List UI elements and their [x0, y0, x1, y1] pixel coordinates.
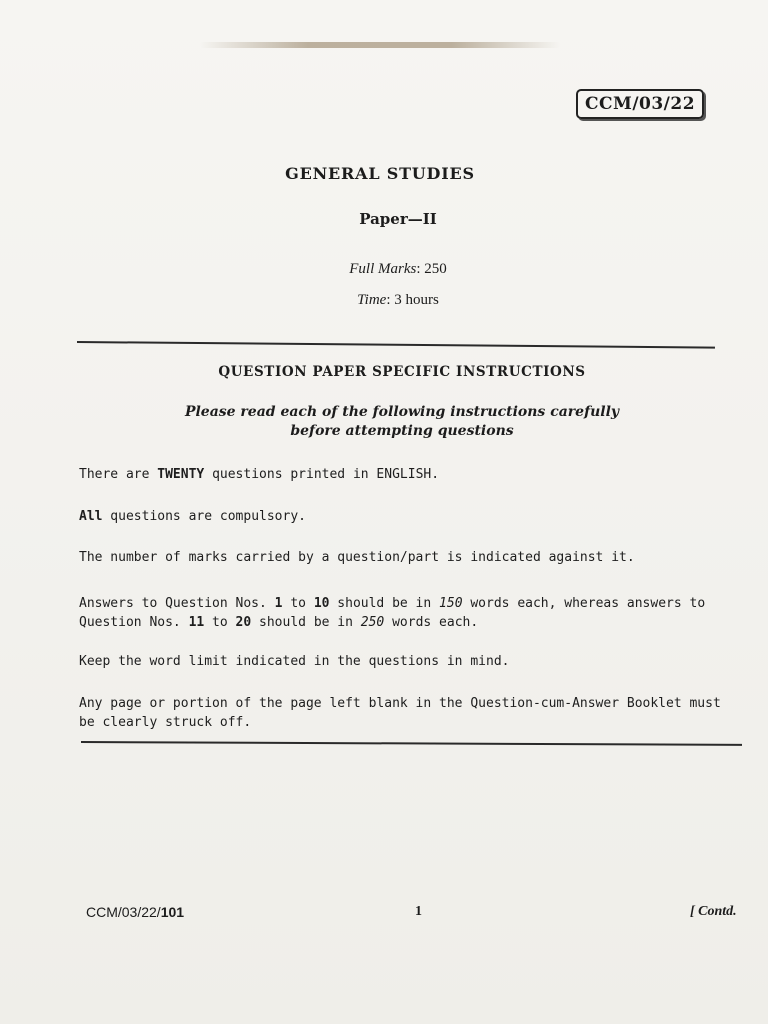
footer-code-suffix: 101: [160, 904, 185, 920]
text-segment-bold: 11: [188, 615, 205, 630]
text-segment: questions printed in ENGLISH.: [204, 467, 440, 482]
time-allowed: [14, 292, 768, 309]
page-top-edge-shadow: [200, 42, 560, 48]
instruction-word-limits: [79, 594, 743, 632]
instructions-note-line-1: Please read each of the following instructions carefully: [184, 404, 620, 420]
instruction-word-limit-mind: Keep the word limit indicated in the questions in mind.: [79, 654, 510, 669]
text-segment: to: [204, 615, 236, 630]
text-segment: to: [282, 596, 314, 611]
text-segment-italic: 150: [439, 596, 463, 611]
text-segment: questions are compulsory.: [102, 509, 306, 524]
top-divider: [77, 341, 715, 349]
instruction-marks: The number of marks carried by a question/part is indicated against it.: [79, 550, 635, 565]
full-marks-label: Full Marks: [349, 261, 417, 277]
text-segment-bold: All: [79, 509, 103, 524]
bottom-divider: [81, 741, 742, 746]
instructions-note-line-2: before attempting questions: [290, 423, 514, 439]
text-segment: words each, whereas answers to Question Nos.: [79, 596, 706, 630]
paper-title: GENERAL STUDIES: [285, 164, 475, 183]
text-segment-bold: 1: [274, 596, 283, 611]
full-marks-value: : 250: [416, 261, 447, 277]
instruction-question-count: [79, 465, 743, 484]
full-marks: [14, 261, 768, 278]
instructions-note: [18, 403, 768, 441]
footer-page-number: 1: [415, 904, 422, 919]
footer-code-prefix: CCM/03/22/: [86, 904, 161, 920]
instruction-blank-pages: Any page or portion of the page left blank in the Question-cum-Answer Booklet must be clearly struck off.: [79, 696, 721, 730]
text-segment: should be in: [329, 596, 440, 611]
paper-code-box: CCM/03/22: [576, 89, 704, 119]
text-segment: There are: [79, 467, 158, 482]
text-segment: Answers to Question Nos.: [79, 596, 275, 611]
time-value: : 3 hours: [386, 292, 439, 308]
paper-number: Paper—II: [359, 210, 437, 228]
text-segment: words each.: [384, 615, 479, 630]
text-segment-bold: 10: [313, 596, 330, 611]
text-segment-bold: TWENTY: [157, 467, 205, 482]
text-segment-bold: 20: [235, 615, 252, 630]
text-segment-italic: 250: [360, 615, 385, 630]
footer-continued: [ Contd.: [690, 904, 737, 919]
footer-paper-code: [86, 904, 184, 920]
time-label: Time: [357, 292, 387, 308]
instruction-compulsory: [79, 507, 743, 526]
text-segment: should be in: [251, 615, 361, 630]
instructions-heading: QUESTION PAPER SPECIFIC INSTRUCTIONS: [218, 364, 586, 380]
